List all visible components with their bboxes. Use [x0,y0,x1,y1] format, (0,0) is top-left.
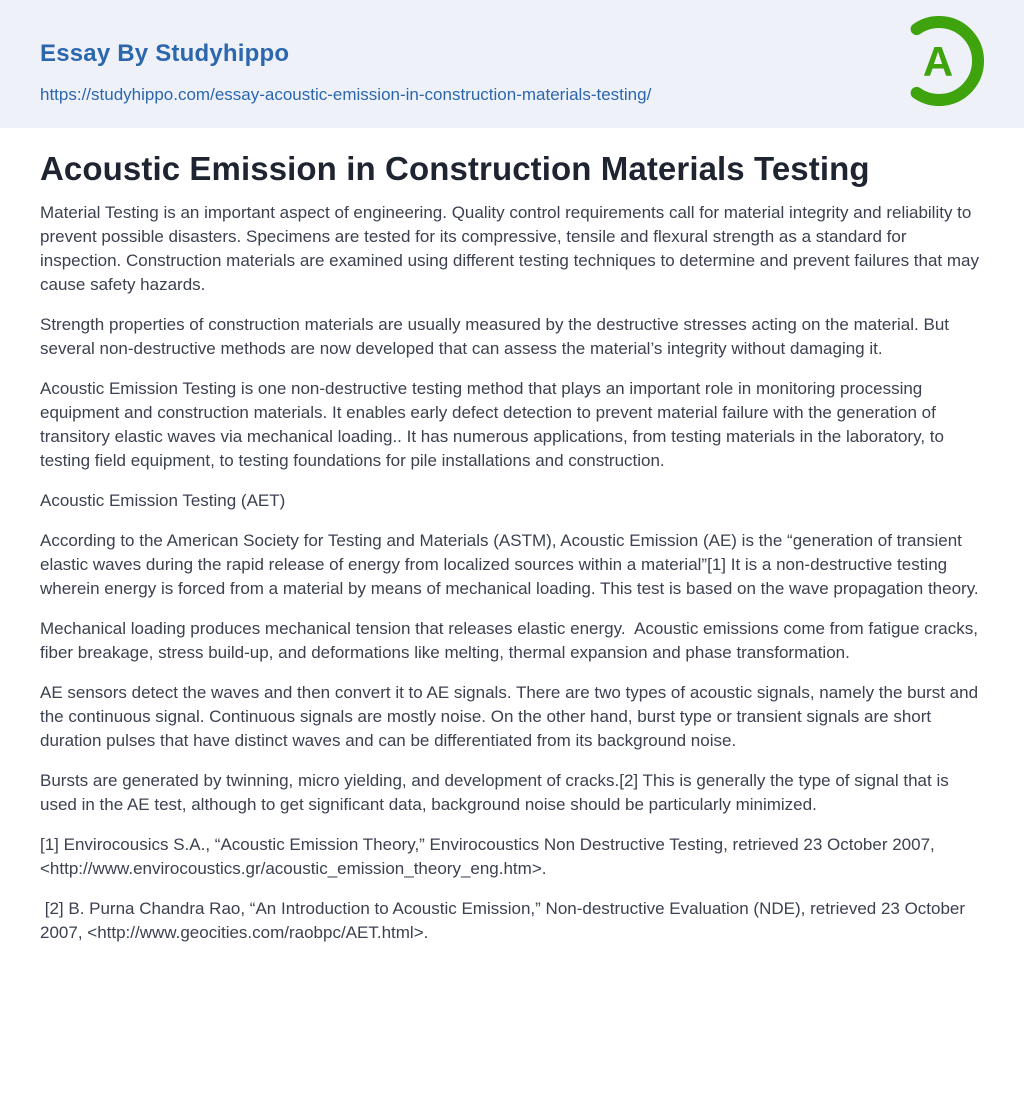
article-paragraph-1: Material Testing is an important aspect of engineering. Quality control requirements call for material integrity and reliability to prevent possible disasters. Specimens are tested for its compressive, tensile and flexural strength as a standard for inspection. Construction materials are examined using different testing techniques to determine and prevent failures that may cause safety hazards. [40,203,984,294]
logo-ring-icon [894,16,984,106]
article [0,150,1024,945]
site-title: Essay By Studyhippo [40,40,290,67]
article-paragraph-3: Acoustic Emission Testing is one non-destructive testing method that plays an important role in monitoring processing equipment and construction materials. It enables early defect detection to prevent material failure with the generation of transitory elastic waves via mechanical loading.. It has numerous applications, from testing materials in the laboratory, to testing field equipment, to testing foundations for pile installations and construction. [40,379,949,470]
page-url-link[interactable]: https://studyhippo.com/essay-acoustic-emission-in-construction-materials-testing/ [40,85,652,104]
studyhippo-logo [894,16,984,106]
article-paragraph-7: AE sensors detect the waves and then convert it to AE signals. There are two types of acoustic signals, namely the burst and the continuous signal. Continuous signals are mostly noise. On the other hand, burst type or transient signals are short duration pulses that have distinct waves and can be differentiated from its background noise. [40,683,983,750]
article-paragraph-9: [1] Envirocousics S.A., “Acoustic Emission Theory,” Envirocoustics Non Destructive Testing, retrieved 23 October 2007, <http://www.envirocoustics.gr/acoustic_emission_theory_eng.htm>. [40,835,940,878]
article-paragraph-10: [2] B. Purna Chandra Rao, “An Introduction to Acoustic Emission,” Non-destructive Evaluation (NDE), retrieved 23 October 2007, <http://www.geocities.com/raobpc/AET.html>. [40,899,970,942]
article-title: Acoustic Emission in Construction Materials Testing [40,150,870,187]
article-paragraph-6: Mechanical loading produces mechanical tension that releases elastic energy. Acoustic emissions come from fatigue cracks, fiber breakage, stress build-up, and deformations like melting, thermal expansion and phase transformation. [40,619,983,662]
header [0,0,1024,128]
article-paragraph-8: Bursts are generated by twinning, micro yielding, and development of cracks.[2] This is generally the type of signal that is used in the AE test, although to get significant data, background noise should be particularly minimized. [40,771,954,814]
article-body [40,201,984,945]
article-paragraph-4: Acoustic Emission Testing (AET) [40,491,286,510]
logo-letter: A [922,38,954,85]
article-paragraph-5: According to the American Society for Testing and Materials (ASTM), Acoustic Emission (AE) is the “generation of transient elastic waves during the rapid release of energy from localized sources within a material”[1] It is a non-destructive testing wherein energy is forced from a material by means of mechanical loading. This test is based on the wave propagation theory. [40,531,979,598]
article-paragraph-2: Strength properties of construction materials are usually measured by the destructive stresses acting on the material. But several non-destructive methods are now developed that can assess the material’s integrity without damaging it. [40,315,954,358]
